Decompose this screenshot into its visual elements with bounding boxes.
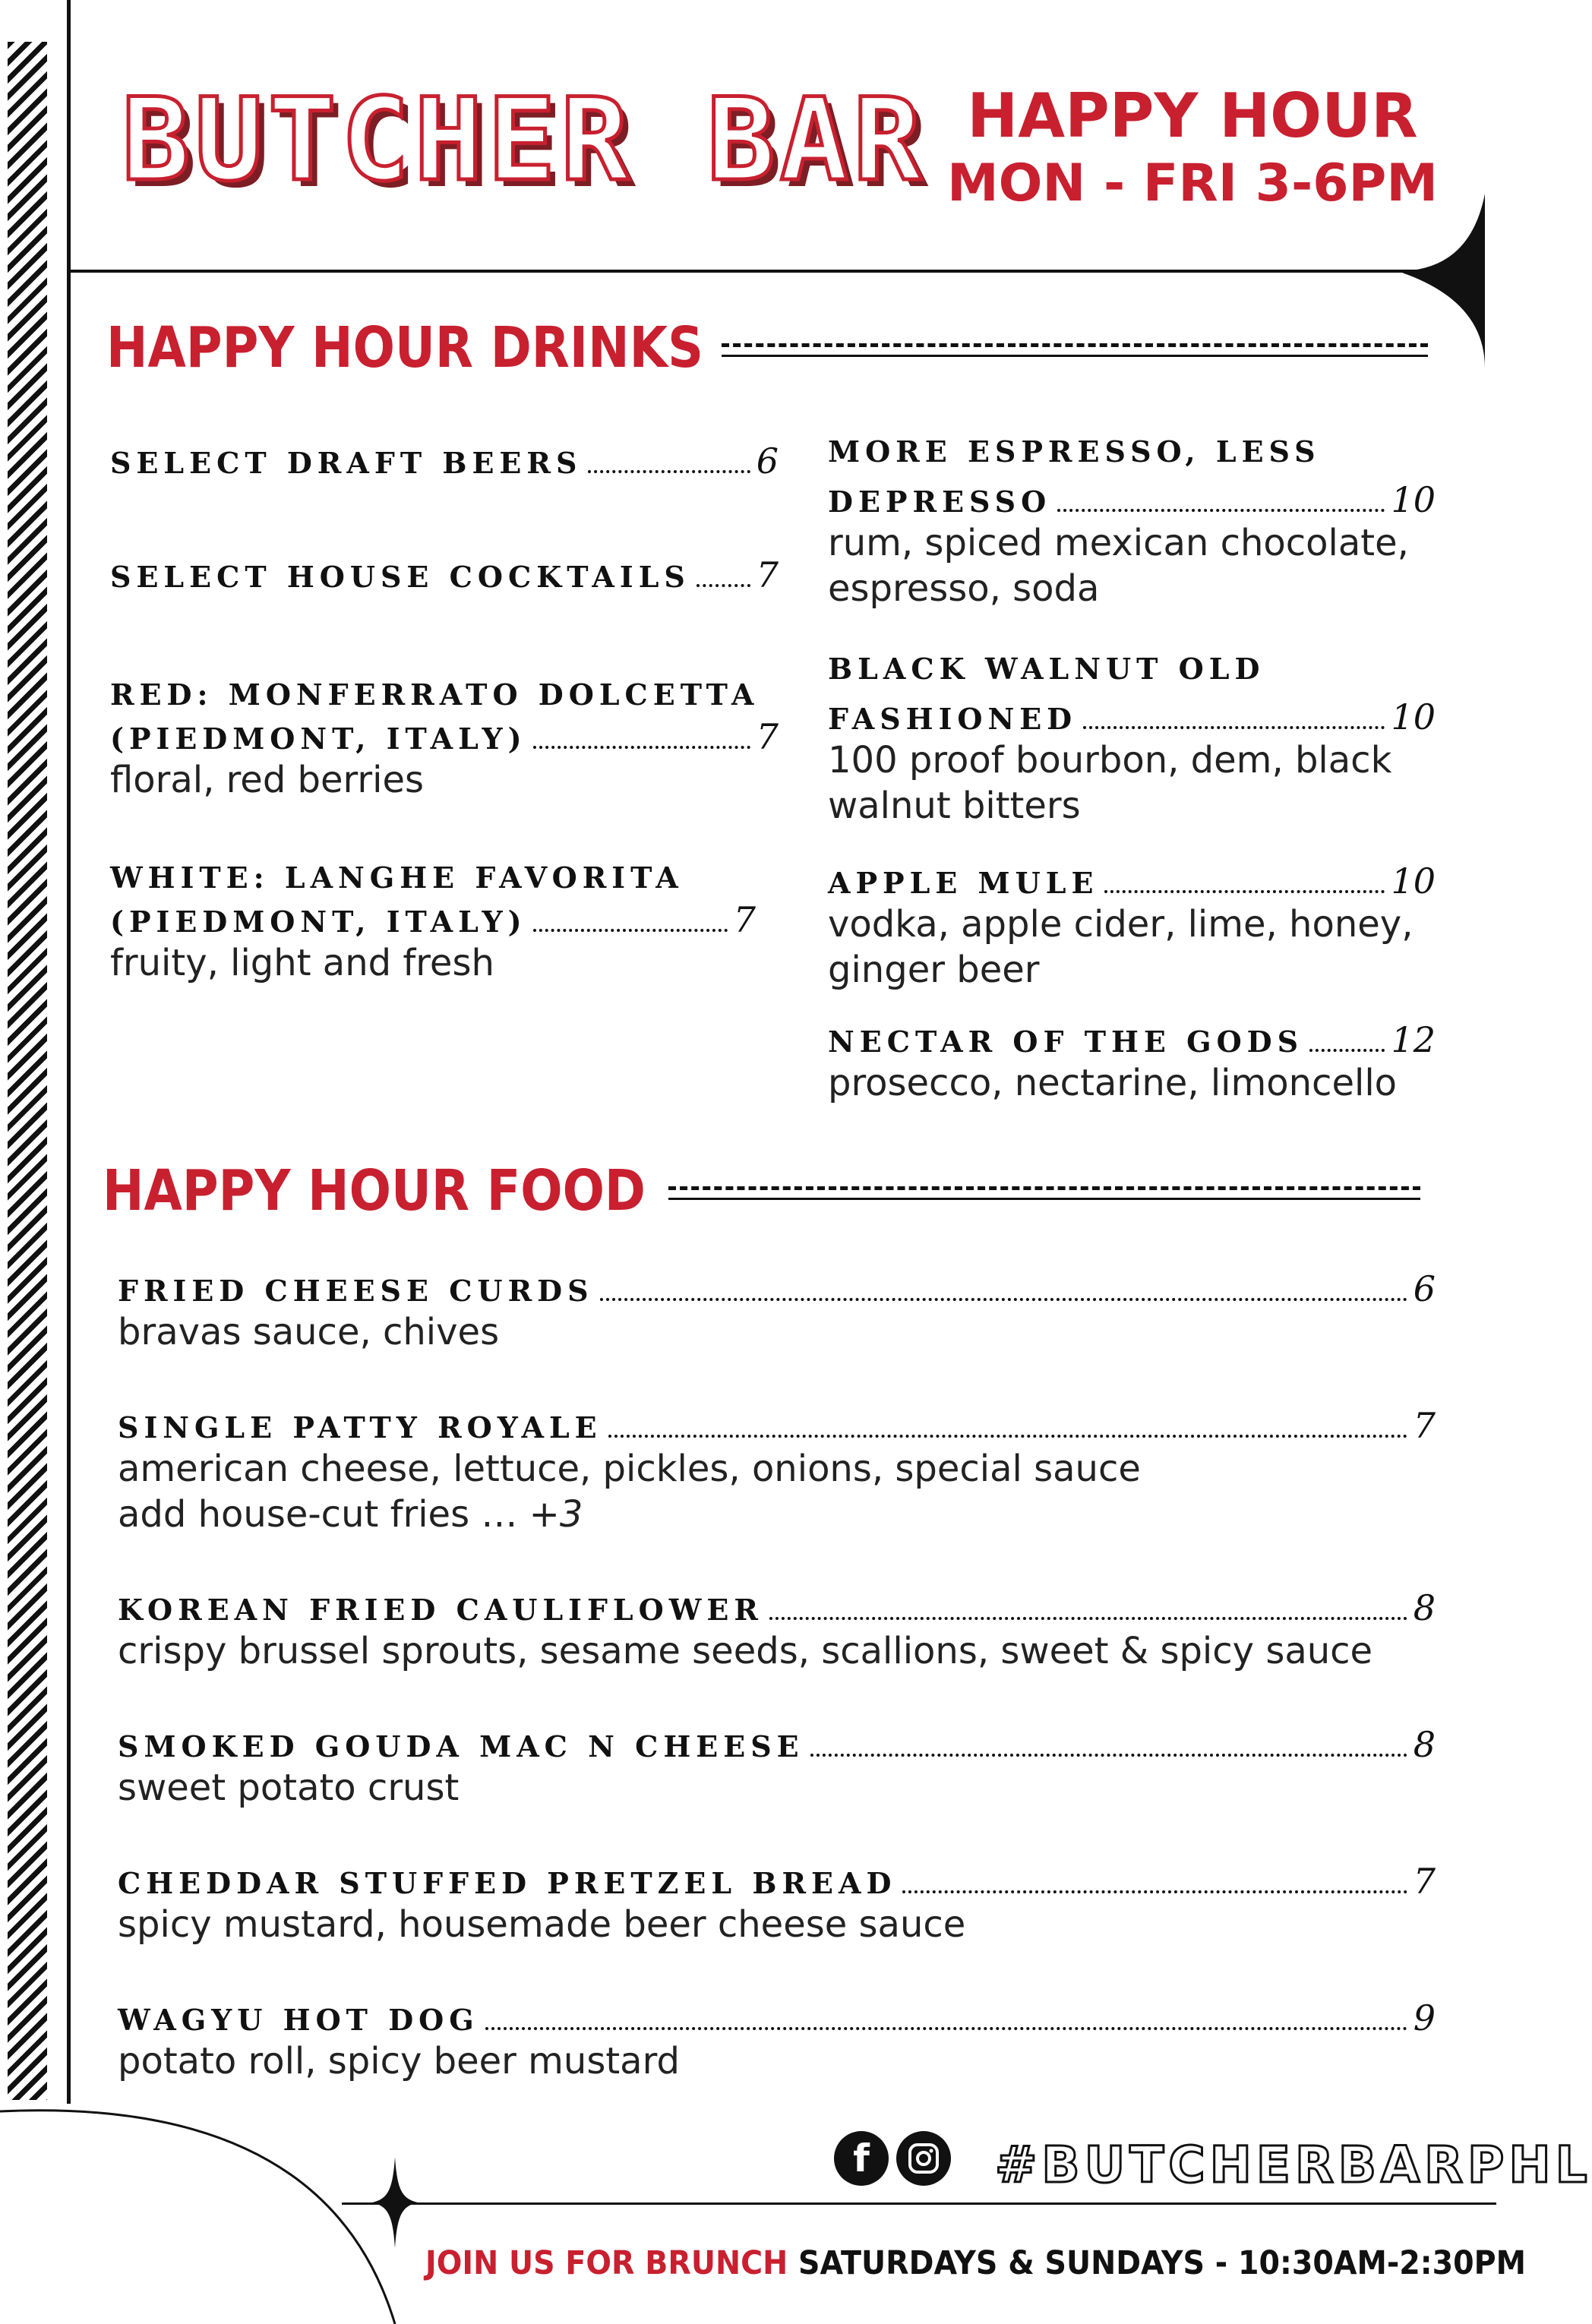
menu-item-description: spicy mustard, housemade beer cheese sauce [118, 1903, 966, 1946]
menu-item-addon: add house-cut fries … +3 [118, 1493, 583, 1536]
menu-item-description-line1: 100 proof bourbon, dem, black [828, 739, 1392, 782]
food-title-rule [668, 1186, 1420, 1200]
food-item [118, 1405, 1436, 1537]
menu-item-description-line2: espresso, soda [828, 567, 1100, 610]
food-item [118, 1997, 1436, 2084]
header-corner-curve [1398, 194, 1485, 368]
menu-item-name-line2: (PIEDMONT, ITALY) 7 [110, 899, 756, 940]
header-divider-line [67, 270, 1426, 273]
diagonal-stripe-border [8, 42, 47, 2100]
footer-arc [0, 2096, 425, 2324]
food-section-title: HAPPY HOUR FOOD [103, 1158, 646, 1224]
instagram-glyph [907, 2142, 940, 2175]
brand-logo: BUTCHER BAR [122, 74, 927, 207]
drinks-left-item [110, 677, 779, 803]
footer-divider-line [342, 2202, 1496, 2205]
menu-item-description-line2: walnut bitters [828, 785, 1081, 827]
brunch-banner [425, 2244, 1526, 2282]
menu-item-name-line1: WHITE: LANGHE FAVORITA [110, 860, 684, 895]
drinks-left-item [110, 860, 756, 986]
menu-item-description-line2: ginger beer [828, 949, 1040, 991]
food-item [118, 1587, 1436, 1674]
drinks-title-rule [722, 343, 1428, 357]
menu-item-name: APPLE MULE 10 [828, 860, 1436, 901]
menu-item-name: FRIED CHEESE CURDS 6 [118, 1268, 1436, 1309]
menu-item-name: SMOKED GOUDA MAC N CHEESE 8 [118, 1724, 1436, 1765]
menu-item-description-line1: vodka, apple cider, lime, honey, [828, 903, 1414, 946]
menu-item-description: prosecco, nectarine, limoncello [828, 1062, 1398, 1104]
drinks-right-item [828, 1019, 1436, 1106]
menu-item-description: bravas sauce, chives [118, 1311, 500, 1353]
happy-hour-times: MON - FRI 3-6PM [946, 153, 1439, 213]
menu-item-description: crispy brussel sprouts, sesame seeds, scallions, sweet & spicy sauce [118, 1630, 1373, 1672]
menu-item-name: NECTAR OF THE GODS 12 [828, 1019, 1436, 1060]
menu-item-description: american cheese, lettuce, pickles, onions, special sauce [118, 1448, 1141, 1490]
menu-item-name-line1: MORE ESPRESSO, LESS [828, 434, 1321, 469]
menu-item-description: potato roll, spicy beer mustard [118, 2040, 680, 2082]
instagram-icon[interactable] [896, 2131, 951, 2186]
food-item [118, 1724, 1436, 1811]
menu-item-name: CHEDDAR STUFFED PRETZEL BREAD 7 [118, 1861, 1436, 1902]
menu-item-name: WAGYU HOT DOG 9 [118, 1997, 1436, 2038]
menu-item-description: floral, red berries [110, 759, 425, 801]
drinks-left-item [110, 554, 779, 595]
drinks-right-item [828, 434, 1436, 611]
menu-item-description-line1: rum, spiced mexican chocolate, [828, 522, 1409, 564]
brunch-invite: JOIN US FOR BRUNCH [425, 2244, 788, 2282]
happy-hour-banner [942, 80, 1443, 215]
happy-hour-title: HAPPY HOUR [967, 81, 1418, 151]
hashtag: #BUTCHERBARPHL [995, 2136, 1592, 2194]
menu-item-description: fruity, light and fresh [110, 942, 494, 984]
menu-item-name-line2: DEPRESSO 10 [828, 479, 1436, 520]
menu-item-name-line2: FASHIONED 10 [828, 696, 1436, 737]
menu-item-name: SELECT DRAFT BEERS 6 [110, 440, 779, 482]
menu-item-name-line1: RED: MONFERRATO DOLCETTA [110, 677, 760, 712]
drinks-right-item [828, 652, 1436, 829]
food-item [118, 1861, 1436, 1947]
facebook-icon[interactable]: f [834, 2131, 889, 2186]
food-item [118, 1268, 1436, 1355]
menu-item-name: KOREAN FRIED CAULIFLOWER 8 [118, 1587, 1436, 1628]
brunch-times: SATURDAYS & SUNDAYS - 10:30AM-2:30PM [798, 2244, 1527, 2282]
menu-item-description: sweet potato crust [118, 1767, 460, 1809]
sparkle-icon [372, 2157, 418, 2248]
menu-item-name: SELECT HOUSE COCKTAILS 7 [110, 554, 779, 595]
drinks-right-item [828, 860, 1436, 993]
menu-item-name-line2: (PIEDMONT, ITALY) 7 [110, 716, 779, 757]
left-divider-line [67, 0, 71, 2104]
drinks-left-column [110, 440, 779, 482]
menu-item-name-line1: BLACK WALNUT OLD [828, 652, 1265, 686]
drinks-section-title: HAPPY HOUR DRINKS [106, 315, 704, 380]
menu-item-name: SINGLE PATTY ROYALE 7 [118, 1405, 1436, 1446]
